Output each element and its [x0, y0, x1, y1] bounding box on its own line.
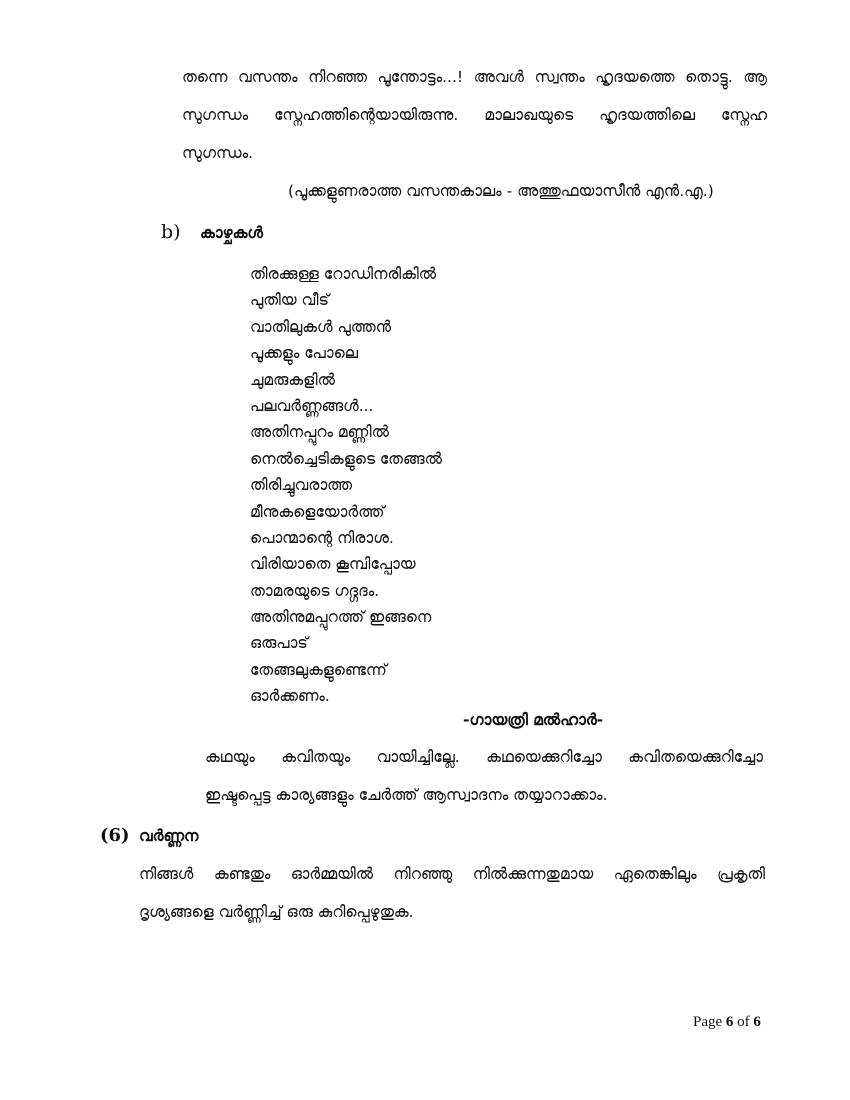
poem — [250, 261, 442, 710]
poem-line: തിരക്കുള്ള റോഡിനരികിൽ — [250, 265, 436, 283]
section-6-title: വർണ്ണന — [139, 827, 199, 845]
of-word: of — [737, 1014, 750, 1030]
section-6-number: (6) — [100, 825, 130, 846]
poem-author: -ഗായത്രി മൽഹാർ- — [463, 711, 604, 729]
poem-line: വാതിലുകൾ പുത്തൻ — [250, 317, 392, 336]
section-b-label: b) — [161, 221, 181, 243]
poem-line: പൊന്മാന്റെ നിരാശ. — [250, 528, 394, 547]
poem-line: പലവർണ്ണങ്ങൾ... — [250, 396, 374, 415]
poem-line: അതിനപ്പുറം മണ്ണിൽ — [250, 423, 389, 442]
poem-line: അതിനുമപ്പുറത്ത് ഇങ്ങനെ — [250, 608, 432, 627]
task-line-2: ഇഷ്ടപ്പെട്ട കാര്യങ്ങളും ചേർത്ത് ആസ്വാദനം തയ്യാറാക്കാം. — [205, 786, 608, 804]
poem-line: ഓർക്കണം. — [250, 687, 330, 706]
prose-citation: (പൂക്കളുണരാത്ത വസന്തകാലം - അത്തുഫയാസീൻ എൻ.എ.) — [288, 182, 714, 200]
total-pages: 6 — [753, 1014, 761, 1030]
section-6-line-1: നിങ്ങൾ കണ്ടതും ഓർമ്മയിൽ നിറഞ്ഞു നിൽക്കുന്നതുമായ ഏതെങ്കിലും പ്രകൃതി — [139, 865, 765, 883]
poem-line: പുതിയ വീട് — [250, 291, 330, 310]
section-b-title: കാഴ്ചകൾ — [200, 224, 263, 242]
page-word: Page — [693, 1014, 723, 1030]
prose-line-3: സുഗന്ധം. — [182, 144, 254, 162]
prose-line-1: തന്നെ വസന്തം നിറഞ്ഞ പൂന്തോട്ടം...! അവൾ സ്വന്തം ഹൃദയത്തെ തൊട്ടു. ആ — [182, 68, 767, 86]
task-line-1: കഥയും കവിതയും വായിച്ചില്ലേ. കഥയെക്കുറിച്ചോ കവിതയെക്കുറിച്ചോ — [205, 748, 763, 766]
prose-line-2: സുഗന്ധം സ്നേഹത്തിന്റെയായിരുന്നു. മാലാഖയുടെ ഹൃദയത്തിലെ സ്നേഹ — [182, 106, 767, 124]
poem-line: തേങ്ങലുകളുണ്ടെന്ന് — [250, 660, 387, 679]
poem-line: നെൽച്ചെടികളുടെ തേങ്ങൽ — [250, 449, 442, 468]
page-footer — [693, 1014, 761, 1031]
poem-line: താമരയുടെ ഗദ്ഗദം. — [250, 581, 380, 600]
poem-line: പൂക്കളും പോലെ — [250, 344, 358, 363]
poem-line: ചുമരുകളിൽ — [250, 370, 335, 389]
poem-line: ഒരുപാട് — [250, 634, 308, 653]
poem-line: വിരിയാതെ കൂമ്പിപ്പോയ — [250, 555, 416, 574]
poem-line: തിരിച്ചുവരാത്ത — [250, 476, 353, 495]
poem-line: മീനുകളെയോർത്ത് — [250, 502, 385, 521]
page-number: 6 — [725, 1014, 734, 1030]
section-6-line-2: ദൃശ്യങ്ങളെ വർണ്ണിച്ച് ഒരു കുറിപ്പെഴുതുക. — [139, 903, 414, 921]
